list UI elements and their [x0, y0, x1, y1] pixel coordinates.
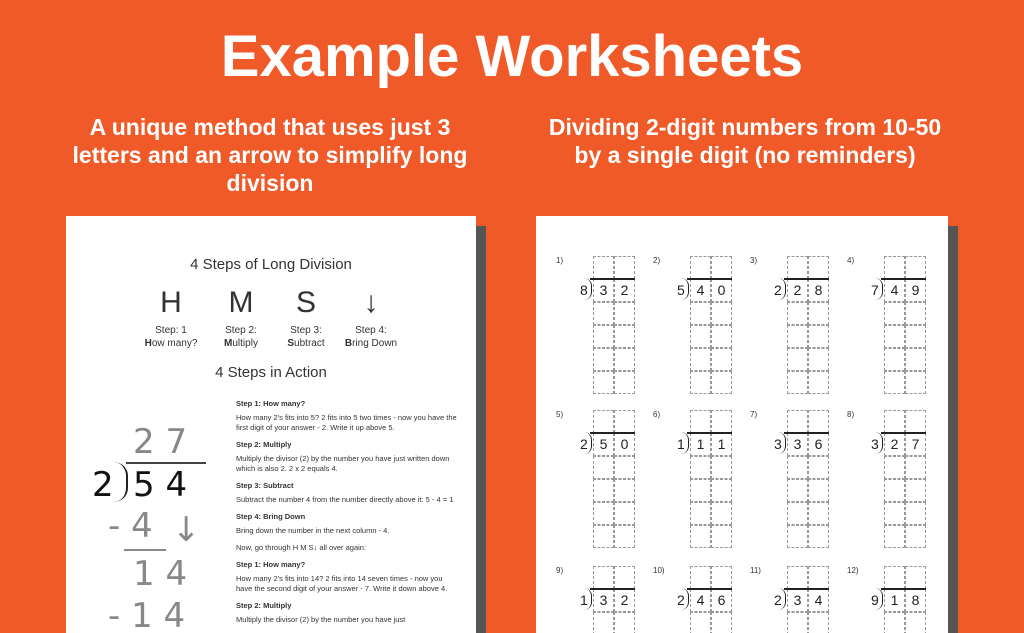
dividend-digit: 4	[890, 282, 899, 298]
grid-cell	[614, 456, 635, 479]
grid-cell	[787, 566, 808, 589]
divisor: 2	[774, 592, 782, 608]
grid-cell	[614, 256, 635, 279]
dividend-digit: 3	[599, 592, 608, 608]
step-description: How many?	[144, 338, 198, 349]
problem-number: 1)	[556, 256, 564, 265]
dividend-digit: 0	[717, 282, 726, 298]
grid-cell	[593, 410, 614, 433]
grid-cell	[905, 479, 926, 502]
action-heading: 4 Steps in Action	[215, 364, 327, 381]
grid-cell	[808, 566, 829, 589]
brought-down-number: 1 4	[133, 554, 188, 594]
grid-cell	[690, 410, 711, 433]
instruction-text: Bring down the number in the next column - 4.	[236, 526, 390, 535]
grid-cell	[905, 612, 926, 633]
grid-cell	[690, 566, 711, 589]
grid-cell	[884, 371, 905, 394]
grid-cell	[593, 566, 614, 589]
grid-cell	[905, 256, 926, 279]
instruction-heading: Step 1: How many?	[236, 399, 306, 408]
grid-cell	[711, 612, 732, 633]
left-worksheet	[66, 216, 476, 633]
step-description: Subtract	[287, 338, 325, 349]
dividend-digit: 0	[620, 436, 629, 452]
instruction-heading: Step 4: Bring Down	[236, 512, 306, 521]
grid-cell	[808, 325, 829, 348]
problem-number: 12)	[847, 566, 859, 575]
dividend-digit: 3	[599, 282, 608, 298]
division-bar	[881, 432, 926, 434]
division-problem	[750, 410, 845, 560]
step-caption: Step 3:	[290, 325, 322, 336]
division-problem	[847, 256, 942, 406]
grid-cell	[711, 371, 732, 394]
step-caption: Step 2:	[225, 325, 257, 336]
grid-cell	[808, 410, 829, 433]
grid-cell	[614, 325, 635, 348]
dividend: 5 4	[133, 465, 188, 505]
grid-cell	[787, 302, 808, 325]
step-symbol: S	[295, 286, 316, 319]
dividend-digit: 1	[696, 436, 705, 452]
answer-grid	[884, 256, 926, 396]
grid-cell	[711, 479, 732, 502]
grid-cell	[711, 525, 732, 548]
arrow-down-icon: ↓	[363, 286, 379, 319]
step-1-column	[136, 284, 206, 350]
grid-cell	[711, 566, 732, 589]
problem-number: 11)	[750, 566, 761, 575]
divisor: 7	[871, 282, 879, 298]
grid-cell	[884, 525, 905, 548]
grid-cell	[808, 348, 829, 371]
dividend-digit: 3	[793, 436, 802, 452]
worksheet-heading: 4 Steps of Long Division	[190, 256, 352, 273]
dividend-digit: 6	[814, 436, 823, 452]
grid-cell	[884, 302, 905, 325]
divisor: 1	[580, 592, 588, 608]
grid-cell	[593, 348, 614, 371]
problem-number: 9)	[556, 566, 564, 575]
divisor: 2	[92, 465, 114, 505]
grid-cell	[905, 325, 926, 348]
grid-cell	[690, 456, 711, 479]
divisor: 3	[871, 436, 879, 452]
division-bar	[784, 588, 829, 590]
grid-cell	[787, 325, 808, 348]
dividend-digit: 2	[890, 436, 899, 452]
grid-cell	[905, 456, 926, 479]
dividend-digit: 4	[696, 282, 705, 298]
quotient: 2 7	[133, 422, 188, 462]
right-worksheet	[536, 216, 948, 633]
grid-cell	[905, 525, 926, 548]
division-bar	[881, 588, 926, 590]
dividend-digit: 5	[599, 436, 608, 452]
grid-cell	[614, 502, 635, 525]
grid-cell	[690, 325, 711, 348]
grid-cell	[787, 612, 808, 633]
division-bar	[687, 432, 732, 434]
division-problem	[556, 566, 651, 633]
divisor: 9	[871, 592, 879, 608]
answer-grid	[593, 256, 635, 396]
grid-cell	[905, 410, 926, 433]
grid-cell	[690, 371, 711, 394]
grid-cell	[690, 502, 711, 525]
division-bar	[590, 588, 635, 590]
dividend-digit: 8	[814, 282, 823, 298]
grid-cell	[884, 456, 905, 479]
answer-grid	[690, 256, 732, 396]
grid-cell	[711, 348, 732, 371]
dividend-digit: 2	[793, 282, 802, 298]
step-caption: Step 4:	[355, 325, 387, 336]
division-problem	[750, 566, 845, 633]
grid-cell	[593, 325, 614, 348]
grid-cell	[593, 479, 614, 502]
step-description: Bring Down	[344, 338, 398, 349]
problem-number: 4)	[847, 256, 855, 265]
grid-cell	[593, 502, 614, 525]
grid-cell	[884, 256, 905, 279]
grid-cell	[711, 410, 732, 433]
grid-cell	[593, 612, 614, 633]
division-problem	[847, 566, 942, 633]
dividend-digit: 7	[911, 436, 920, 452]
dividend-digit: 8	[911, 592, 920, 608]
grid-cell	[593, 525, 614, 548]
step-caption: Step: 1	[155, 325, 187, 336]
problem-number: 7)	[750, 410, 758, 419]
dividend-digit: 2	[620, 592, 629, 608]
dividend-digit: 1	[717, 436, 726, 452]
step-symbol: H	[160, 286, 182, 319]
page-title: Example Worksheets	[220, 24, 804, 89]
instruction-text: How many 2's fits into 14? 2 fits into 14 seven times - now you have the second digit of your answer - 7. Write it down above 4.	[236, 574, 448, 593]
step-3-column	[271, 284, 341, 350]
problem-number: 2)	[653, 256, 661, 265]
division-bar	[687, 278, 732, 280]
instruction-text: Subtract the number 4 from the number directly above it: 5 - 4 = 1	[236, 495, 454, 504]
division-problem	[653, 566, 748, 633]
division-problem	[847, 410, 942, 560]
division-problem	[556, 256, 651, 406]
answer-grid	[884, 410, 926, 550]
dividend-digit: 4	[696, 592, 705, 608]
problem-number: 6)	[653, 410, 661, 419]
grid-cell	[614, 410, 635, 433]
answer-grid	[787, 410, 829, 550]
grid-cell	[808, 479, 829, 502]
grid-cell	[808, 302, 829, 325]
grid-cell	[884, 410, 905, 433]
grid-cell	[787, 502, 808, 525]
step-2-column	[206, 284, 276, 350]
grid-cell	[593, 256, 614, 279]
grid-cell	[614, 348, 635, 371]
right-subtitle: Dividing 2-digit numbers from 10-50 by a single digit (no reminders)	[548, 114, 942, 168]
answer-grid	[787, 256, 829, 396]
division-bar	[881, 278, 926, 280]
step-description: Multiply	[224, 338, 258, 349]
grid-cell	[787, 456, 808, 479]
dividend-digit: 3	[793, 592, 802, 608]
grid-cell	[711, 456, 732, 479]
subtract-line	[124, 549, 166, 551]
grid-cell	[884, 502, 905, 525]
grid-cell	[614, 371, 635, 394]
instruction-text: Multiply the divisor (2) by the number you have just	[236, 615, 406, 624]
grid-cell	[711, 302, 732, 325]
grid-cell	[787, 410, 808, 433]
problem-number: 5)	[556, 410, 564, 419]
grid-cell	[690, 525, 711, 548]
division-bar	[590, 432, 635, 434]
instruction-text: How many 2's fits into 5? 2 fits into 5 two times - now you have the first digit of your answer - 2. Write it up above 5.	[236, 413, 457, 432]
division-problem	[750, 256, 845, 406]
grid-cell	[711, 256, 732, 279]
dividend-digit: 1	[890, 592, 899, 608]
grid-cell	[787, 256, 808, 279]
instructions	[236, 392, 458, 625]
grid-cell	[808, 502, 829, 525]
divisor: 3	[774, 436, 782, 452]
instruction-heading: Step 2: Multiply	[236, 440, 292, 449]
divisor: 2	[677, 592, 685, 608]
problem-number: 8)	[847, 410, 855, 419]
grid-cell	[711, 502, 732, 525]
step-symbol: M	[228, 286, 254, 319]
instruction-heading: Step 1: How many?	[236, 560, 306, 569]
grid-cell	[690, 302, 711, 325]
grid-cell	[614, 525, 635, 548]
answer-grid	[593, 410, 635, 550]
division-bar	[784, 278, 829, 280]
grid-cell	[593, 302, 614, 325]
grid-cell	[787, 348, 808, 371]
division-bar	[126, 462, 206, 464]
divisor: 8	[580, 282, 588, 298]
divisor: 2	[580, 436, 588, 452]
divisor: 5	[677, 282, 685, 298]
grid-cell	[808, 371, 829, 394]
grid-cell	[787, 479, 808, 502]
grid-cell	[808, 256, 829, 279]
grid-cell	[905, 302, 926, 325]
division-bar	[784, 432, 829, 434]
grid-cell	[905, 566, 926, 589]
answer-grid	[690, 410, 732, 550]
grid-cell	[787, 525, 808, 548]
long-division-work	[86, 421, 236, 633]
bring-down-arrow-icon: ↓	[172, 510, 201, 550]
grid-cell	[884, 612, 905, 633]
divisor: 2	[774, 282, 782, 298]
grid-cell	[711, 325, 732, 348]
division-bracket	[114, 462, 128, 502]
dividend-digit: 4	[814, 592, 823, 608]
grid-cell	[614, 566, 635, 589]
grid-cell	[884, 325, 905, 348]
problem-number: 10)	[653, 566, 665, 575]
instruction-text: Multiply the divisor (2) by the number you have just written down which is also 2. 2 x 2 equals 4.	[236, 454, 450, 473]
grid-cell	[884, 348, 905, 371]
grid-cell	[614, 479, 635, 502]
left-subtitle: A unique method that uses just 3 letters and an arrow to simplify long division	[72, 114, 468, 196]
grid-cell	[614, 612, 635, 633]
grid-cell	[690, 479, 711, 502]
grid-cell	[690, 348, 711, 371]
subtract-1: - 4	[108, 506, 153, 546]
instruction-text: Now, go through H M S↓ all over again:	[236, 543, 367, 552]
divisor: 1	[677, 436, 685, 452]
instruction-heading: Step 2: Multiply	[236, 601, 292, 610]
grid-cell	[614, 302, 635, 325]
division-problem	[653, 256, 748, 406]
grid-cell	[884, 479, 905, 502]
grid-cell	[808, 525, 829, 548]
dividend-digit: 2	[620, 282, 629, 298]
division-problem	[556, 410, 651, 560]
grid-cell	[787, 371, 808, 394]
grid-cell	[905, 348, 926, 371]
division-bar	[687, 588, 732, 590]
grid-cell	[690, 256, 711, 279]
grid-cell	[905, 371, 926, 394]
dividend-digit: 6	[717, 592, 726, 608]
grid-cell	[593, 456, 614, 479]
grid-cell	[905, 502, 926, 525]
step-4-column	[336, 284, 406, 350]
problem-number: 3)	[750, 256, 758, 265]
grid-cell	[808, 456, 829, 479]
grid-cell	[593, 371, 614, 394]
subtract-2: - 1 4	[108, 596, 186, 633]
division-problem	[653, 410, 748, 560]
grid-cell	[884, 566, 905, 589]
dividend-digit: 9	[911, 282, 920, 298]
grid-cell	[690, 612, 711, 633]
grid-cell	[808, 612, 829, 633]
instruction-heading: Step 3: Subtract	[236, 481, 294, 490]
division-bar	[590, 278, 635, 280]
